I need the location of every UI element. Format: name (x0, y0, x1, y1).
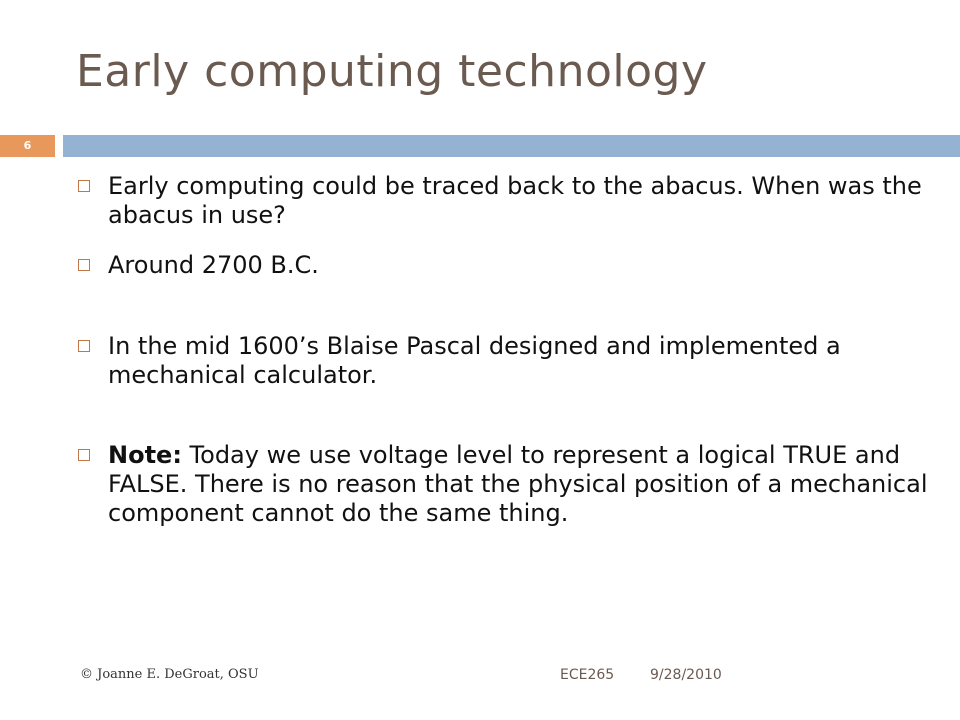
bullet-list (76, 172, 936, 528)
bullet-text: Around 2700 B.C. (108, 251, 319, 279)
bullet-text: Early computing could be traced back to the abacus. When was the abacus in use? (108, 172, 922, 229)
square-bullet-icon (78, 180, 90, 192)
footer-author: © Joanne E. DeGroat, OSU (80, 667, 259, 682)
bullet-bold-label: Note: (108, 441, 182, 469)
bullet-item (76, 172, 936, 230)
square-bullet-icon (78, 449, 90, 461)
bullet-text: In the mid 1600’s Blaise Pascal designed and implemented a mechanical calculator. (108, 332, 841, 389)
square-bullet-icon (78, 259, 90, 271)
bullet-text: Today we use voltage level to represent a logical TRUE and FALSE. There is no reason that the physical position of a mechanical component cannot do the same thing. (108, 441, 928, 527)
footer-date: 9/28/2010 (650, 667, 722, 683)
slide-number-badge (0, 135, 55, 157)
slide-number: 6 (23, 139, 32, 152)
header-divider-bar (63, 135, 960, 157)
bullet-item (76, 441, 936, 528)
square-bullet-icon (78, 340, 90, 352)
slide-title: Early computing technology (76, 46, 708, 97)
bullet-item (76, 251, 936, 280)
footer-course: ECE265 (560, 667, 615, 683)
bullet-item (76, 332, 936, 390)
